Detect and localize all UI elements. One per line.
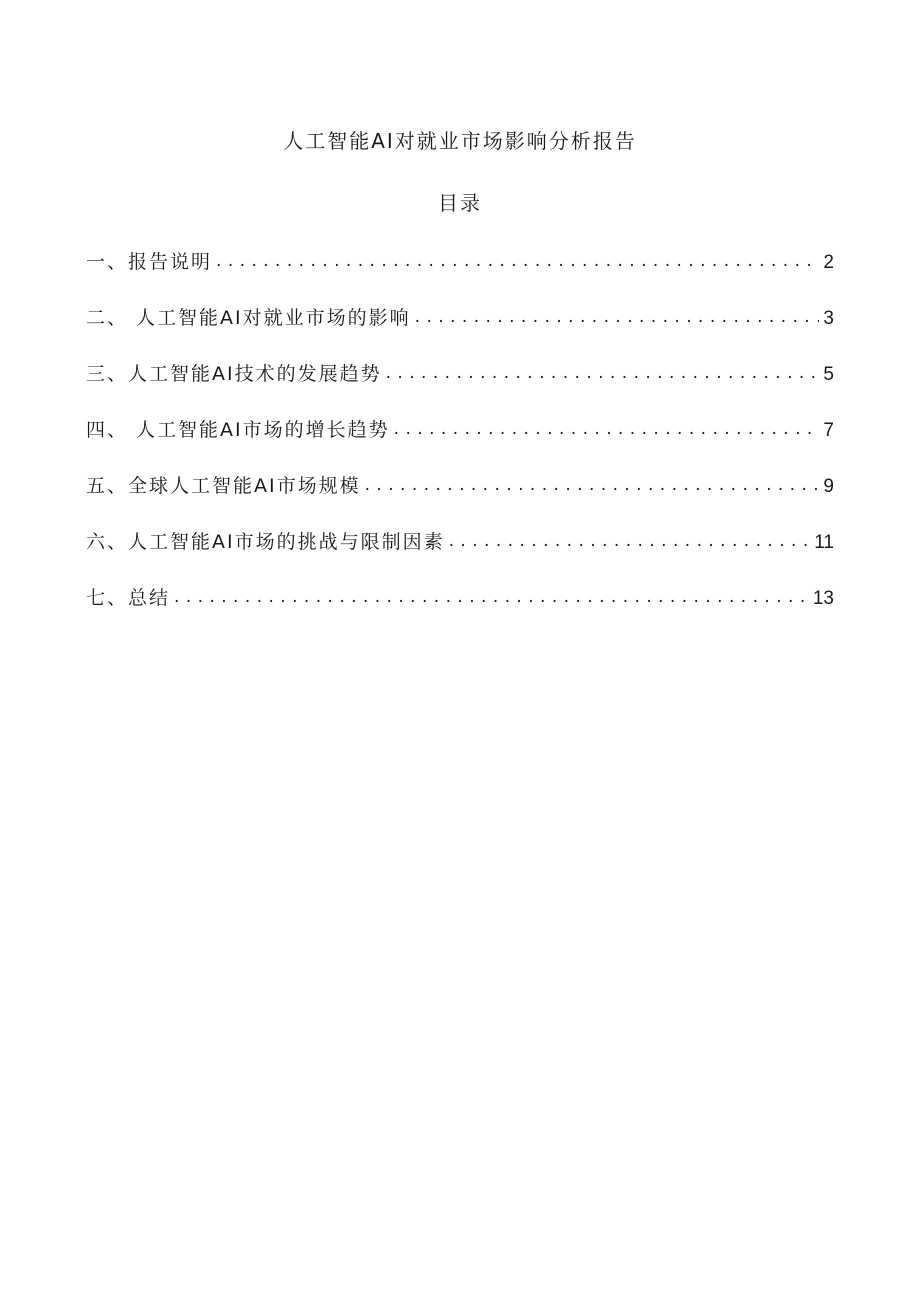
toc-page-number: 11 — [814, 532, 834, 553]
toc-entry[interactable] — [86, 248, 834, 304]
toc-entry-label: 五、全球人工智能AI市场规模 — [86, 475, 361, 497]
toc-heading: 目录 — [438, 191, 482, 215]
toc-entry[interactable] — [86, 584, 834, 640]
toc-dot-leader — [394, 414, 820, 443]
toc-entry[interactable] — [86, 304, 834, 360]
toc-entry-label: 四、 人工智能AI市场的增长趋势 — [86, 419, 390, 441]
document-title: 人工智能AI对就业市场影响分析报告 — [283, 129, 637, 153]
table-of-contents — [86, 248, 834, 640]
toc-entry[interactable] — [86, 528, 834, 584]
toc-entry-label: 六、人工智能AI市场的挑战与限制因素 — [86, 531, 445, 553]
toc-entry-label: 一、报告说明 — [86, 251, 213, 273]
toc-entry[interactable] — [86, 416, 834, 472]
toc-dot-leader — [386, 358, 820, 387]
toc-entry-label: 三、人工智能AI技术的发展趋势 — [86, 363, 382, 385]
toc-page-number: 13 — [812, 588, 834, 609]
toc-dot-leader — [415, 302, 820, 331]
toc-dot-leader — [216, 246, 819, 275]
toc-entry-label: 七、总结 — [86, 587, 171, 609]
toc-entry[interactable] — [86, 360, 834, 416]
toc-dot-leader — [449, 526, 811, 555]
toc-page-number: 2 — [823, 252, 834, 273]
toc-page-number: 9 — [823, 476, 834, 497]
toc-dot-leader — [174, 582, 809, 611]
toc-page-number: 5 — [823, 364, 834, 385]
toc-entry[interactable] — [86, 472, 834, 528]
toc-entry-label: 二、 人工智能AI对就业市场的影响 — [86, 307, 411, 329]
toc-page-number: 7 — [823, 420, 834, 441]
toc-page-number: 3 — [823, 308, 834, 329]
toc-dot-leader — [365, 470, 820, 499]
